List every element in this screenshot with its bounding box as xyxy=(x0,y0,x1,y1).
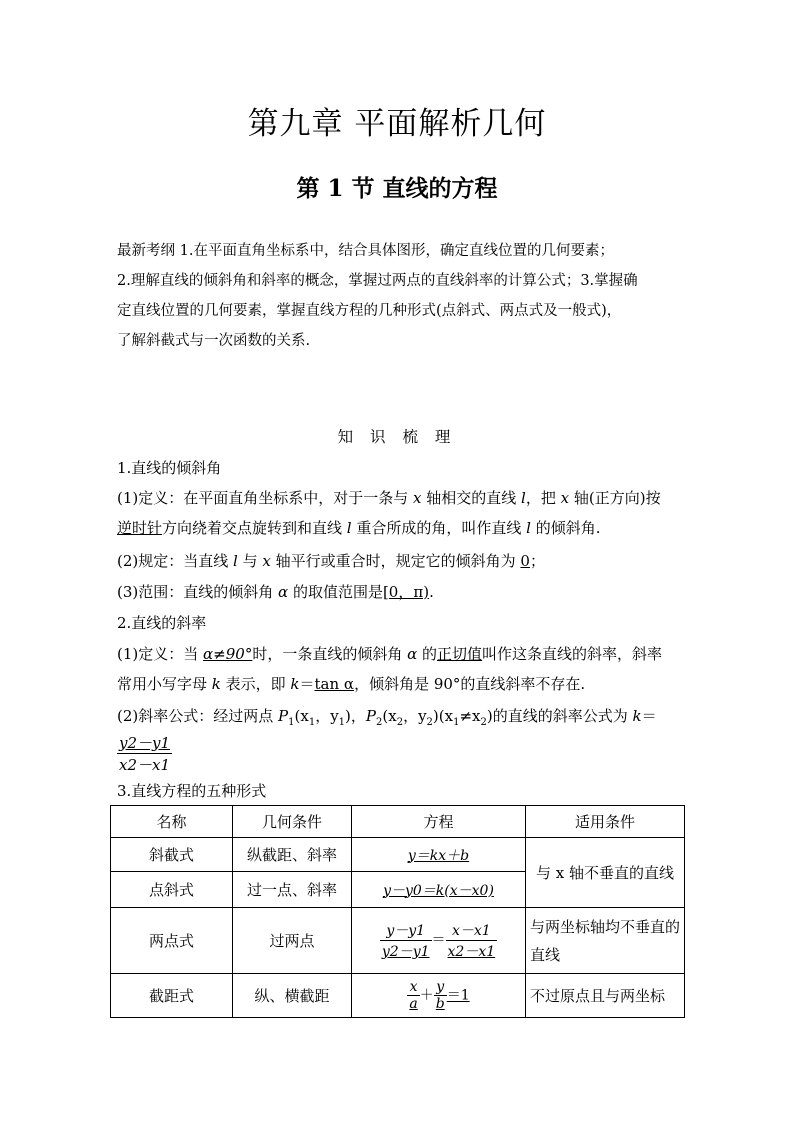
s1-definition-line1: (1)定义：在平面直角坐标系中，对于一条与 x 轴相交的直线 l，把 x 轴(正方向)按 xyxy=(117,489,661,507)
form-applicability: 与 x 轴不垂直的直线 xyxy=(526,838,685,908)
s1-rule: (2)规定：当直线 l 与 x 轴平行或重合时，规定它的倾斜角为 0； xyxy=(117,552,545,570)
knowledge-title: 知 识 梳 理 xyxy=(337,428,457,446)
table-header: 适用条件 xyxy=(526,806,685,838)
table-header: 名称 xyxy=(111,806,233,838)
outline-line4: 了解斜截式与一次函数的关系. xyxy=(117,333,311,349)
form-condition: 过一点、斜率 xyxy=(233,872,352,908)
slope-fraction: $\frac{y2-y1}{x2-x1}$ xyxy=(119,734,171,774)
form-equation: $\frac{x}{a}$ ＋ $\frac{y}{b}$ ＝1 xyxy=(352,974,526,1018)
table-header-row xyxy=(111,806,685,838)
line-equation-table xyxy=(110,805,685,1018)
s3-heading: 3.直线方程的五种形式 xyxy=(117,782,267,800)
table-row xyxy=(111,974,685,1018)
outline-line3: 定直线位置的几何要素，掌握直线方程的几种形式(点斜式、两点式及一般式)， xyxy=(117,303,622,319)
form-condition: 过两点 xyxy=(233,908,352,974)
table-row xyxy=(111,838,685,872)
form-applicability: 不过原点且与两坐标 xyxy=(526,974,685,1018)
form-equation: y－y0＝k(x－x0) xyxy=(352,872,526,908)
form-name: 两点式 xyxy=(111,908,233,974)
form-name: 斜截式 xyxy=(111,838,233,872)
form-applicability: 与两坐标轴均不垂直的直线 xyxy=(526,908,685,974)
section-title: 第 1 节 直线的方程 xyxy=(296,175,498,202)
form-condition: 纵、横截距 xyxy=(233,974,352,1018)
table-row xyxy=(111,908,685,974)
form-name: 点斜式 xyxy=(111,872,233,908)
syllabus-outline xyxy=(117,236,681,356)
s1-definition-line2: 逆时针方向绕着交点旋转到和直线 l 重合所成的角，叫作直线 l 的倾斜角. xyxy=(117,519,601,537)
table-header: 几何条件 xyxy=(233,806,352,838)
form-equation: y＝kx＋b xyxy=(352,838,526,872)
s1-heading: 1.直线的倾斜角 xyxy=(117,459,222,477)
s1-range: (3)范围：直线的倾斜角 α 的取值范围是[0，π). xyxy=(117,583,434,601)
form-condition: 纵截距、斜率 xyxy=(233,838,352,872)
table-header: 方程 xyxy=(352,806,526,838)
s2-heading: 2.直线的斜率 xyxy=(117,614,207,632)
outline-line1: 1.在平面直角坐标系中，结合具体图形，确定直线位置的几何要素； xyxy=(175,243,614,259)
form-equation: $\frac{y-y1}{y2-y1}$ ＝ $\frac{x-x1}{x2-x1}$ xyxy=(352,908,526,974)
outline-label: 最新考纲 xyxy=(117,243,175,259)
chapter-title: 第九章 平面解析几何 xyxy=(247,106,547,142)
form-name: 截距式 xyxy=(111,974,233,1018)
s2-definition-line1: (1)定义：当 α≠90°时，一条直线的倾斜角 α 的正切值叫作这条直线的斜率，斜率 xyxy=(117,645,663,663)
s2-definition-line2: 常用小写字母 k 表示，即 k＝tan α，倾斜角是 90°的直线斜率不存在. xyxy=(117,675,586,693)
outline-line2: 2.理解直线的倾斜角和斜率的概念，掌握过两点的直线斜率的计算公式；3.掌握确 xyxy=(117,273,638,289)
s2-formula: (2)斜率公式：经过两点 $P_1(x_1$，$y_1$)，$P_2(x_2$，$y_2)(x_1\ne x_2)$的直线的斜率公式为 k＝ xyxy=(117,707,657,728)
